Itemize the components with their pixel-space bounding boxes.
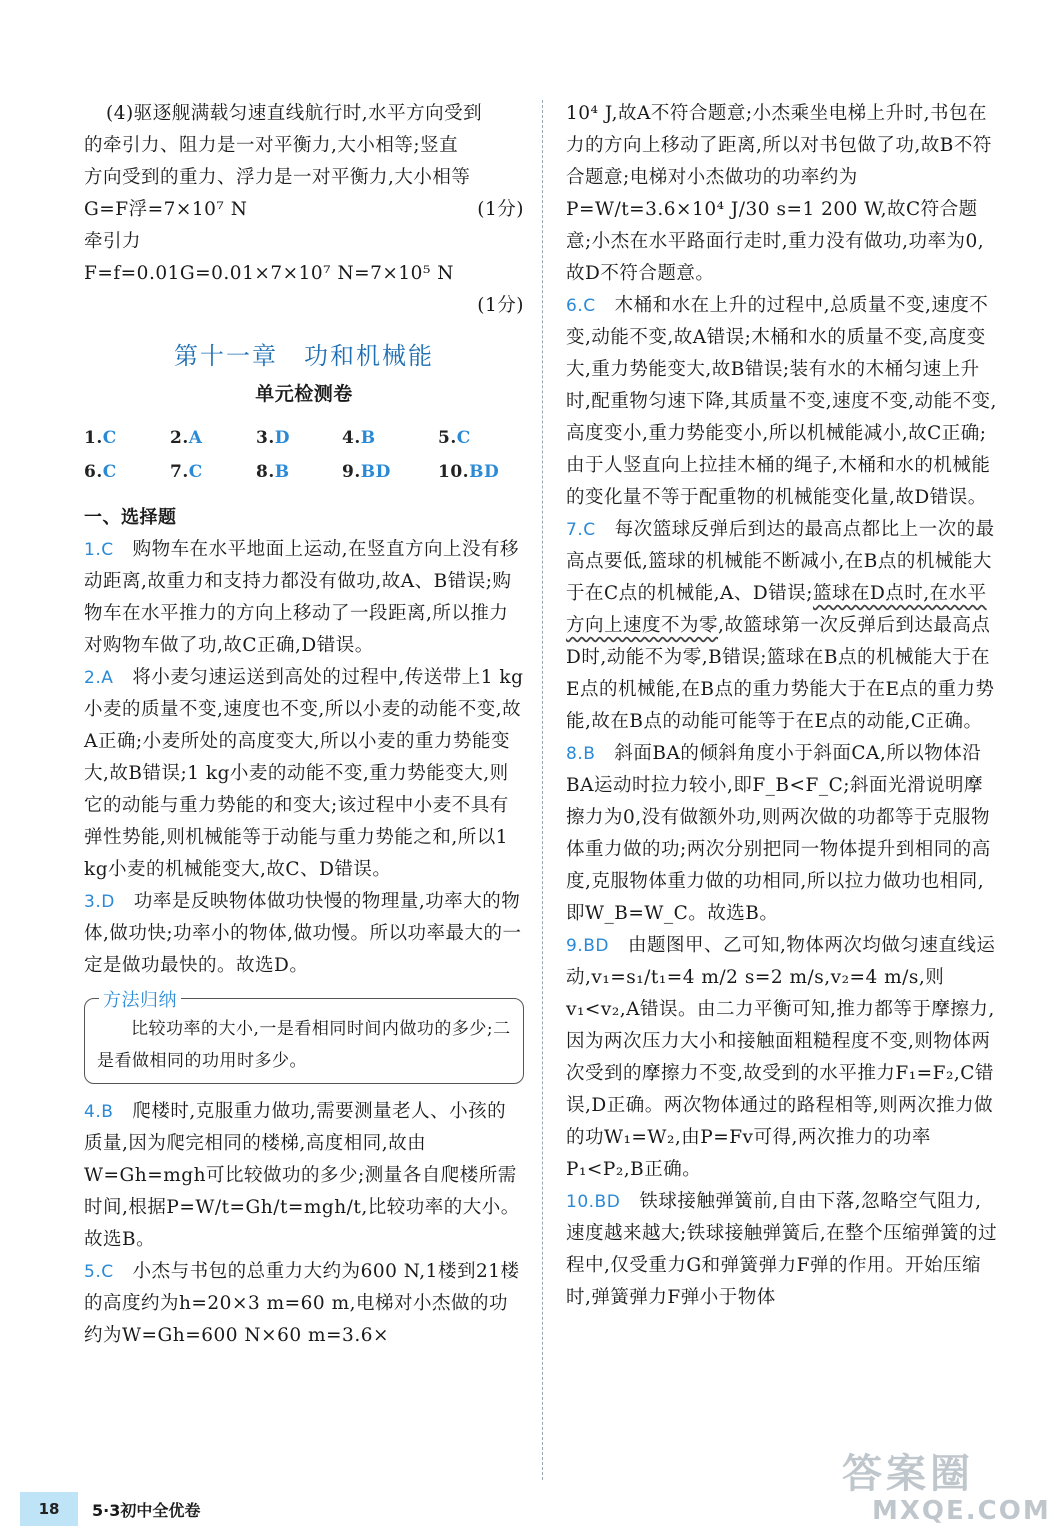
page-number: 18 [20, 1492, 78, 1526]
question-4: 4.B 爬楼时,克服重力做功,需要测量老人、小孩的质量,因为爬完相同的楼梯,高度相同,故由W=Gh=mgh可比较做功的多少;测量各自爬楼所需时间,根据P=W/t=Gh/t=mgh/t,比较功率的大小。故选B。 [84, 1101, 520, 1250]
left-column [84, 98, 524, 1352]
answer-grid [84, 422, 524, 488]
paragraph: 的牵引力、阻力是一对平衡力,大小相等;竖直 [84, 135, 459, 156]
wavy-underline-text: 篮球在D点时,在水平方向上速度不为零 [566, 583, 987, 636]
answer-item: 10.BD [438, 462, 500, 482]
paragraph: (4)驱逐舰满载匀速直线航行时,水平方向受到 [106, 103, 483, 124]
question-5: 5.C 小杰与书包的总重力大约为600 N,1楼到21楼的高度约为h=20×3 m=60 m,电梯对小杰做的功约为W=Gh=600 N×60 m=3.6× [84, 1261, 520, 1346]
brand-label: 5·3初中全优卷 [92, 1500, 201, 1520]
subtitle: 单元检测卷 [255, 383, 353, 405]
paragraph: 方向受到的重力、浮力是一对平衡力,大小相等 [84, 167, 471, 188]
equation: G=F浮=7×10⁷ N [84, 199, 248, 220]
answer-item: 6.C [84, 462, 117, 482]
question-1: 1.C 购物车在水平地面上运动,在竖直方向上没有移动距离,故重力和支持力都没有做功,故A、B错误;购物车在水平推力的方向上移动了一段距离,所以推力对购物车做了功,故C正确,D错误。 [84, 539, 519, 656]
question-6: 6.C 木桶和水在上升的过程中,总质量不变,速度不变,动能不变,故A错误;木桶和水的质量不变,高度变大,重力势能变大,故B错误;装有水的木桶匀速上升时,配重物匀速下降,其质量不变,速度不变,动能不变,高度变小,重力势能变小,所以机械能减小,故C正确;由于人竖直向上拉挂木桶的绳子,木桶和水的机械能的变化量不等于配重物的机械能变化量,故D错误。 [566, 295, 997, 508]
answer-item: 3.D [256, 428, 290, 448]
column-divider [542, 100, 543, 1480]
answer-item: 5.C [438, 428, 471, 448]
watermark-logo: 答案圈 [842, 1451, 974, 1497]
method-box [84, 990, 524, 1084]
answer-item: 7.C [170, 462, 203, 482]
question-9: 9.BD 由题图甲、乙可知,物体两次均做匀速直线运动,v₁=s₁/t₁=4 m/2 s=2 m/s,v₂=4 m/s,则v₁<v₂,A错误。由二力平衡可知,推力都等于摩擦力,因为两次压力大小和接触面粗糙程度不变,则物体两次受到的摩擦力不变,故受到的水平推力F₁=F₂,C错误,D正确。两次物体通过的路程相等,则两次推力做的功W₁=W₂,由P=Fv可得,两次推力的功率P₁<P₂,B正确。 [566, 935, 996, 1180]
score: (1分) [477, 295, 524, 316]
answer-item: 1.C [84, 428, 117, 448]
answer-item: 4.B [342, 428, 376, 448]
chapter-title: 第十一章 功和机械能 [174, 342, 434, 370]
method-text: 比较功率的大小,一是看相同时间内做功的多少;二是看做相同的功用时多少。 [97, 1019, 511, 1071]
section-title: 一、选择题 [84, 507, 177, 528]
question-8: 8.B 斜面BA的倾斜角度小于斜面CA,所以物体沿BA运动时拉力较小,即F_B<F_C;斜面光滑说明摩擦力为0,没有做额外功,则两次做的功都等于克服物体重力做的功;两次分别把同一物体提升到相同的高度,克服物体重力做的功相同,所以拉力做功也相同,即W_B=W_C。故选B。 [566, 743, 991, 924]
score: (1分) [477, 199, 524, 220]
question-7: 7.C 每次篮球反弹后到达的最高点都比上一次的最高点要低,篮球的机械能不断减小,在B点的机械能大于在C点的机械能,A、D错误;篮球在D点时,在水平方向上速度不为零,故篮球第一次反弹后到达最高点D时,动能不为零,B错误;篮球在B点的机械能大于在E点的机械能,在B点的重力势能大于在E点的重力势能,故在B点的动能可能等于在E点的动能,C正确。 [566, 519, 995, 732]
method-title: 方法归纳 [99, 985, 181, 1017]
question-3: 3.D 功率是反映物体做功快慢的物理量,功率大的物体,做功快;功率小的物体,做功慢。所以功率最大的一定是做功最快的。故选D。 [84, 891, 522, 976]
question-10: 10.BD 铁球接触弹簧前,自由下落,忽略空气阻力,速度越来越大;铁球接触弹簧后,在整个压缩弹簧的过程中,仅受重力G和弹簧弹力F弹的作用。开始压缩时,弹簧弹力F弹小于物体 [566, 1191, 998, 1308]
answer-item: 2.A [170, 428, 203, 448]
question-5-continued: 10⁴ J,故A不符合题意;小杰乘坐电梯上升时,书包在力的方向上移动了距离,所以对书包做了功,故B不符合题意;电梯对小杰做功的功率约为P=W/t=3.6×10⁴ J/30 s=1 200 W,故C符合题意;小杰在水平路面行走时,重力没有做功,功率为0,故D不符合题意。 [566, 103, 992, 284]
equation-row [84, 194, 524, 226]
answer-item: 8.B [256, 462, 290, 482]
right-column [566, 98, 998, 1314]
watermark [842, 1451, 1051, 1532]
equation: F=f=0.01G=0.01×7×10⁷ N=7×10⁵ N [84, 263, 454, 284]
page-footer [20, 1492, 200, 1526]
answer-item: 9.BD [342, 462, 391, 482]
watermark-url: MXQE.COM [872, 1496, 1051, 1526]
question-2: 2.A 将小麦匀速运送到高处的过程中,传送带上1 kg小麦的质量不变,速度也不变,所以小麦的动能不变,故A正确;小麦所处的高度变大,所以小麦的重力势能变大,故B错误;1 kg小麦的动能不变,重力势能变大,则它的动能与重力势能的和变大;该过程中小麦不具有弹性势能,则机械能等于动能与重力势能之和,所以1 kg小麦的机械能变大,故C、D错误。 [84, 667, 524, 880]
label: 牵引力 [84, 231, 142, 252]
